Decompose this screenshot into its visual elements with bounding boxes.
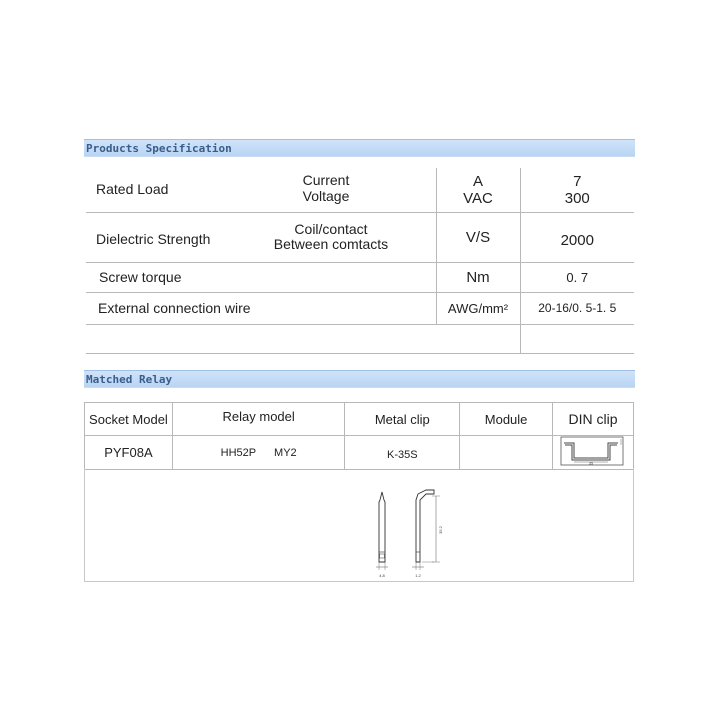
spec-value: 2000 [520, 212, 634, 262]
drawing-box [84, 468, 634, 582]
relay-socket-value: PYF08A [85, 436, 173, 470]
spec-unit: V/S [436, 212, 520, 262]
relay-table [84, 402, 634, 470]
clip-width-label: 1.2 [415, 573, 421, 578]
spec-label: Rated Load [96, 181, 169, 197]
spec-row-screw-torque [86, 262, 634, 292]
relay-module-value [460, 436, 553, 470]
relay-clip-value: K-35S [345, 436, 460, 470]
din-clip-cell [553, 436, 634, 470]
spec-value: 0. 7 [520, 262, 634, 292]
spec-unit: Nm [436, 262, 520, 292]
spec-row-rated-load [86, 168, 634, 212]
spec-cell-label [86, 262, 436, 292]
relay-data-row [85, 436, 634, 470]
din-rail-drawing [560, 436, 626, 466]
spec-value: 7 [573, 172, 582, 190]
spec-label: External connection wire [98, 300, 251, 316]
relay-col-socket: Socket Model [85, 403, 173, 436]
spec-unit: VAC [463, 189, 493, 207]
spec-sub: Coil/contact [294, 220, 368, 237]
spec-value: 300 [564, 189, 590, 207]
pin-clip-drawing [360, 488, 450, 584]
relay-header-text: Matched Relay [86, 373, 173, 386]
relay-col-module: Module [460, 403, 553, 436]
spec-header-text: Products Specification [86, 142, 232, 155]
spec-sub: Voltage [302, 188, 350, 204]
relay-relay-cell [172, 436, 345, 470]
spec-sub: Current [302, 172, 350, 188]
spec-sub: Between comtacts [273, 235, 389, 252]
pin-width-label: 4.8 [379, 573, 385, 578]
spec-cell-label [86, 212, 436, 262]
spec-table [86, 168, 634, 354]
spec-unit: A [472, 172, 483, 190]
spec-row-dielectric [86, 212, 634, 262]
relay-col-metal-clip: Metal clip [345, 403, 460, 436]
spec-row-wire [86, 292, 634, 324]
relay-col-din-clip: DIN clip [553, 403, 634, 436]
spec-value-cell [520, 168, 634, 212]
spec-header [84, 139, 635, 157]
spec-empty-cell [436, 324, 520, 353]
relay-header [84, 370, 635, 388]
relay-model-a: HH52P [220, 446, 256, 459]
spec-label: Dielectric Strength [96, 230, 211, 247]
spec-empty-cell [520, 324, 634, 353]
spec-row-empty [86, 324, 634, 353]
spec-cell-label [86, 168, 436, 212]
spec-cell-label [86, 292, 436, 324]
spec-unit-cell [436, 168, 520, 212]
spec-unit: AWG/mm² [436, 292, 520, 324]
spec-label: Screw torque [99, 269, 182, 285]
relay-header-row [85, 403, 634, 436]
clip-height-label: 35.2 [438, 526, 443, 534]
din-dim-label: 35 [588, 460, 594, 466]
spec-value: 20-16/0. 5-1. 5 [520, 292, 634, 324]
spec-empty-cell [86, 324, 436, 353]
relay-col-relay: Relay model [172, 403, 345, 436]
relay-model-b: MY2 [274, 446, 297, 459]
